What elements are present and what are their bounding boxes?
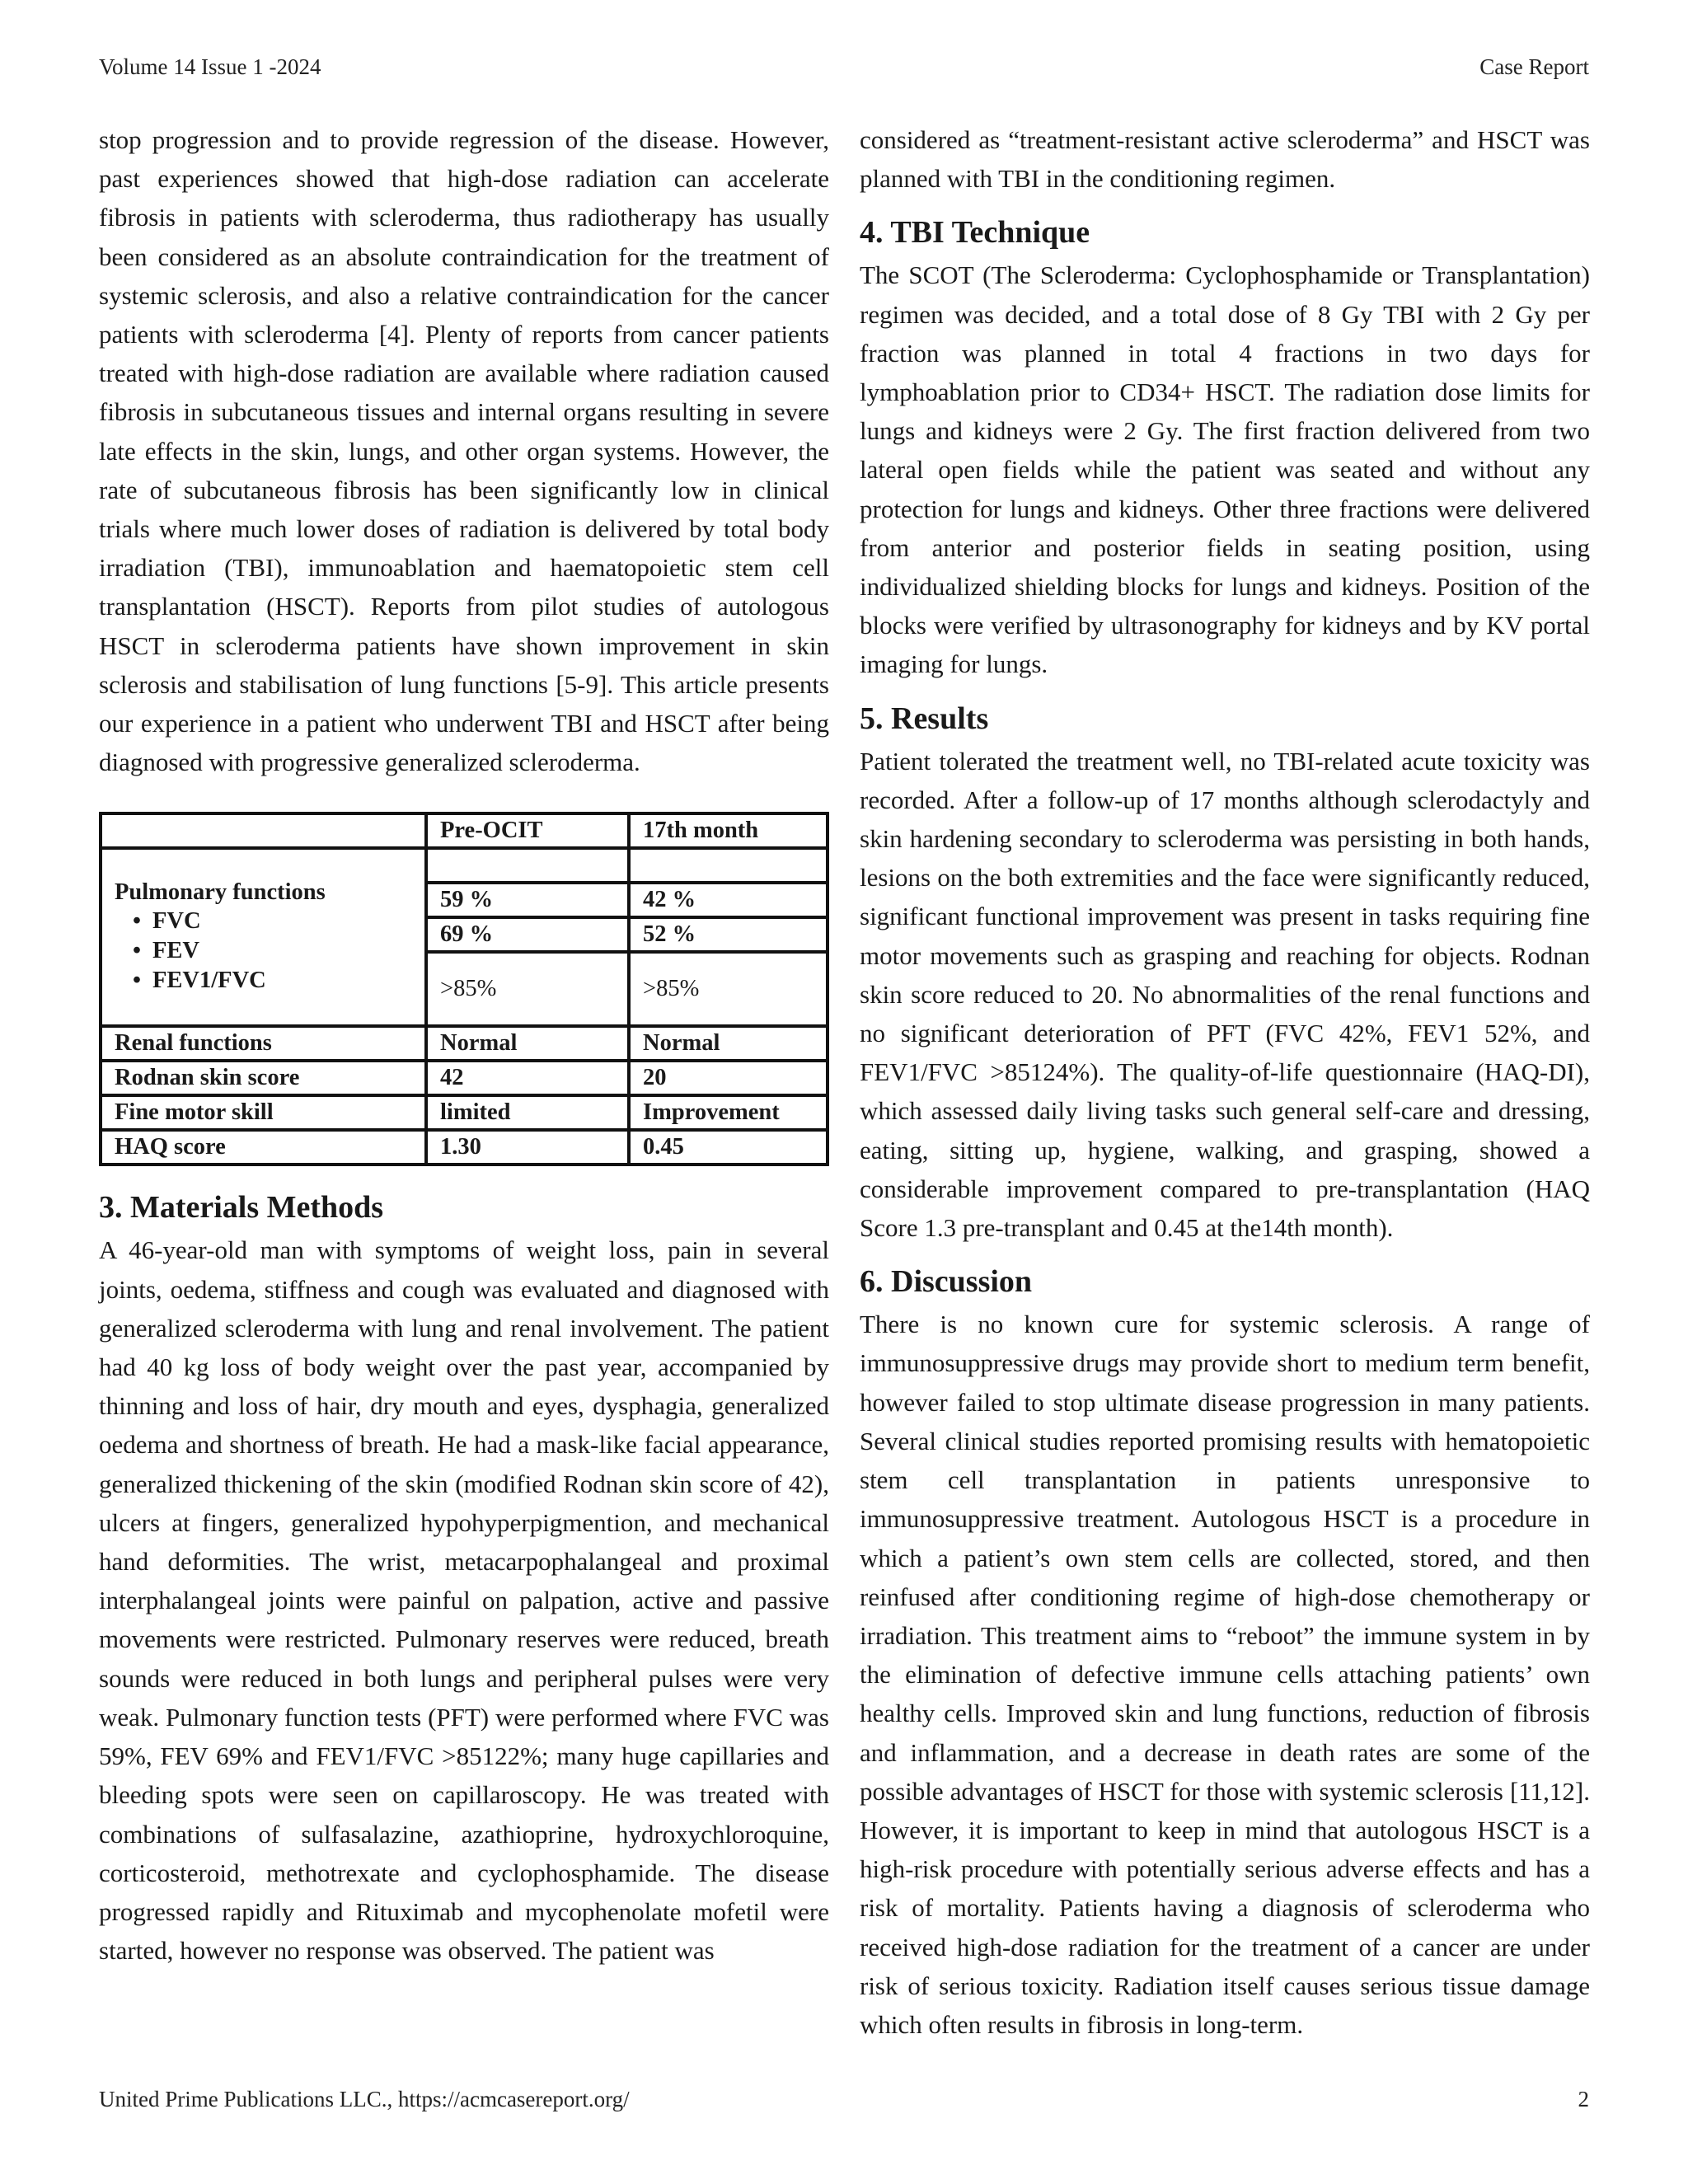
table-cell-empty <box>426 848 629 883</box>
row-pre: 42 <box>426 1061 629 1095</box>
page-footer <box>99 2087 1589 2112</box>
row-post: Improvement <box>629 1095 828 1130</box>
table-row <box>101 1061 828 1095</box>
fev1fvc-pre: >85% <box>426 952 629 1026</box>
table-row <box>101 1130 828 1165</box>
table-header-row <box>101 813 828 848</box>
table-row <box>101 1095 828 1130</box>
journal-volume: Volume 14 Issue 1 -2024 <box>99 54 321 79</box>
article-type: Case Report <box>1479 54 1589 79</box>
fev-post: 52 % <box>629 917 828 952</box>
continuation-paragraph: considered as “treatment-resistant active scleroderma” and HSCT was planned with TBI in the conditioning regimen. <box>860 125 1590 194</box>
table-cell-empty <box>629 848 828 883</box>
fev-pre: 69 % <box>426 917 629 952</box>
right-column <box>860 120 1590 2044</box>
pulmonary-list <box>115 907 412 996</box>
pulmonary-item-fev1fvc: • FEV1/FVC <box>133 966 412 996</box>
table-row <box>101 1026 828 1061</box>
results-heading: 5. Results <box>860 701 989 736</box>
discussion-heading: 6. Discussion <box>860 1264 1033 1300</box>
page-header <box>99 54 1589 80</box>
left-column <box>99 120 829 1970</box>
row-pre: Normal <box>426 1026 629 1061</box>
results-paragraph: Patient tolerated the treatment well, no TBI-related acute toxicity was recorded. After a follow-up of 17 months although sclerodactyly and skin hardening secondary to scleroderma was persisting in both hands, lesions on the both extremities and the face were significantly reduced, significant functional improvement was present in tasks requiring fine motor movements such as grasping and reaching for objects. Rodnan skin score reduced to 20. No abnormalities of the renal functions and no significant deterioration of PFT (FVC 42%, FEV1 52%, and FEV1/FVC >85124%). The quality-of-life questionnaire (HAQ-DI), which assessed daily living tasks such general self-care and dressing, eating, sitting up, hygiene, walking, and grasping, showed a considerable improvement compared to pre-transplantation (HAQ Score 1.3 pre-transplant and 0.45 at the14th month). <box>860 746 1590 1243</box>
pulmonary-functions-label: Pulmonary functions <box>115 879 326 906</box>
materials-heading: 3. Materials Methods <box>99 1190 384 1226</box>
row-post: Normal <box>629 1026 828 1061</box>
fev1fvc-post: >85% <box>629 952 828 1026</box>
fvc-post: 42 % <box>629 883 828 917</box>
publisher-link[interactable]: United Prime Publications LLC., https://acmcasereport.org/ <box>99 2087 630 2111</box>
row-post: 0.45 <box>629 1130 828 1165</box>
results-table <box>99 812 829 1166</box>
table-header-post: 17th month <box>629 813 828 848</box>
tbi-heading: 4. TBI Technique <box>860 215 1090 251</box>
pulmonary-functions-cell <box>101 848 426 1026</box>
row-label: Fine motor skill <box>101 1095 426 1130</box>
row-label: Renal functions <box>101 1026 426 1061</box>
materials-paragraph: A 46-year-old man with symptoms of weight loss, pain in several joints, oedema, stiffness and cough was evaluated and diagnosed with generalized scleroderma with lung and renal involvement. The patient had 40 kg loss of body weight over the past year, accompanied by thinning and loss of hair, dry mouth and eyes, dysphagia, generalized oedema and shortness of breath. He had a mask-like facial appearance, generalized thickening of the skin (modified Rodnan skin score of 42), ulcers at fingers, generalized hypohyperpigmention, and mechanical hand deformities. The wrist, metacarpophalangeal and proximal interphalangeal joints were painful on palpation, active and passive movements were restricted. Pulmonary reserves were reduced, breath sounds were reduced in both lungs and peripheral pulses were very weak. Pulmonary function tests (PFT) were performed where FVC was 59%, FEV 69% and FEV1/FVC >85122%; many huge capillaries and bleeding spots were seen on capillaroscopy. He was treated with combinations of sulfasalazine, azathioprine, hydroxychloroquine, corticosteroid, methotrexate and cyclophosphamide. The disease progressed rapidly and Rituximab and mycophenolate mofetil were started, however no response was observed. The patient was <box>99 1235 829 1966</box>
row-pre: limited <box>426 1095 629 1130</box>
page-number: 2 <box>1578 2087 1589 2111</box>
row-label: Rodnan skin score <box>101 1061 426 1095</box>
pulmonary-item-fev: • FEV <box>133 936 412 966</box>
table-row <box>101 848 828 883</box>
row-pre: 1.30 <box>426 1130 629 1165</box>
pulmonary-item-fvc: • FVC <box>133 907 412 936</box>
table-header-empty <box>101 813 426 848</box>
intro-paragraph: stop progression and to provide regression of the disease. However, past experiences showed that high-dose radiation can accelerate fibrosis in patients with scleroderma, thus radiotherapy has usually been considered as an absolute contraindication for the treatment of systemic sclerosis, and also a relative contraindication for the cancer patients with scleroderma [4]. Plenty of reports from cancer patients treated with high-dose radiation are available where radiation caused fibrosis in subcutaneous tissues and internal organs resulting in severe late effects in the skin, lungs, and other organ systems. However, the rate of subcutaneous fibrosis has been significantly low in clinical trials where much lower doses of radiation is delivered by total body irradiation (TBI), immunoablation and haematopoietic stem cell transplantation (HSCT). Reports from pilot studies of autologous HSCT in scleroderma patients have shown improvement in skin sclerosis and stabilisation of lung functions [5-9]. This article presents our experience in a patient who underwent TBI and HSCT after being diagnosed with progressive generalized scleroderma. <box>99 125 829 777</box>
row-label: HAQ score <box>101 1130 426 1165</box>
fvc-pre: 59 % <box>426 883 629 917</box>
table-header-pre: Pre-OCIT <box>426 813 629 848</box>
discussion-paragraph: There is no known cure for systemic sclerosis. A range of immunosuppressive drugs may provide short to medium term benefit, however failed to stop ultimate disease progression in many patients. Several clinical studies reported promising results with hematopoietic stem cell transplantation in patients unresponsive to immunosuppressive treatment. Autologous HSCT is a procedure in which a patient’s own stem cells are collected, stored, and then reinfused after conditioning regime of high-dose chemotherapy or irradiation. This treatment aims to “reboot” the immune system in by the elimination of defective immune cells attaching patients’ own healthy cells. Improved skin and lung functions, reduction of fibrosis and inflammation, and a decrease in death rates are some of the possible advantages of HSCT for those with systemic sclerosis [11,12]. However, it is important to keep in mind that autologous HSCT is a high-risk procedure with potentially serious adverse effects and has a risk of mortality. Patients having a diagnosis of scleroderma who received high-dose radiation for the treatment of a cancer are under risk of serious toxicity. Radiation itself causes serious tissue damage which often results in fibrosis in long-term. <box>860 1310 1590 2039</box>
tbi-paragraph: The SCOT (The Scleroderma: Cyclophosphamide or Transplantation) regimen was decided, and a total dose of 8 Gy TBI with 2 Gy per fraction was planned in total 4 fractions in two days for lymphoablation prior to CD34+ HSCT. The radiation dose limits for lungs and kidneys were 2 Gy. The first fraction delivered from two lateral open fields while the patient was seated and without any protection for lungs and kidneys. Other three fractions were delivered from anterior and posterior fields in seating position, using individualized shielding blocks for lungs and kidneys. Position of the blocks were verified by ultrasonography for kidneys and by KV portal imaging for lungs. <box>860 260 1590 679</box>
row-post: 20 <box>629 1061 828 1095</box>
